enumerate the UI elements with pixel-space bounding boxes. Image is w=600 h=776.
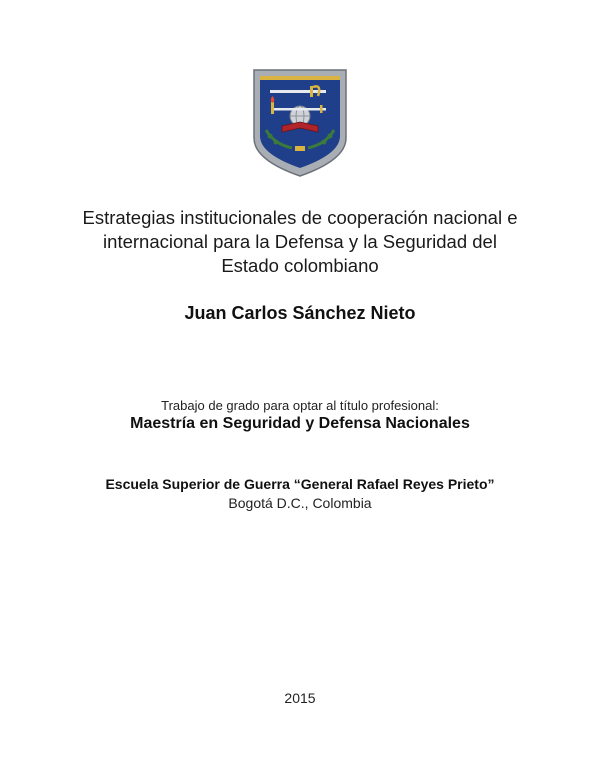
publication-year: 2015 (284, 690, 316, 706)
military-school-crest-icon (252, 68, 348, 178)
title-line: Estrategias institucionales de cooperación nacional e (82, 207, 518, 228)
title-line: Estado colombiano (221, 255, 379, 276)
document-title (40, 206, 560, 278)
school-name: Escuela Superior de Guerra “General Rafael Reyes Prieto” (105, 476, 495, 492)
city-location: Bogotá D.C., Colombia (228, 495, 372, 511)
degree-intro: Trabajo de grado para optar al título profesional: (161, 398, 439, 413)
degree-title: Maestría en Seguridad y Defensa Nacionales (130, 415, 470, 432)
author-name: Juan Carlos Sánchez Nieto (184, 303, 416, 323)
title-line: internacional para la Defensa y la Seguridad del (103, 231, 497, 252)
